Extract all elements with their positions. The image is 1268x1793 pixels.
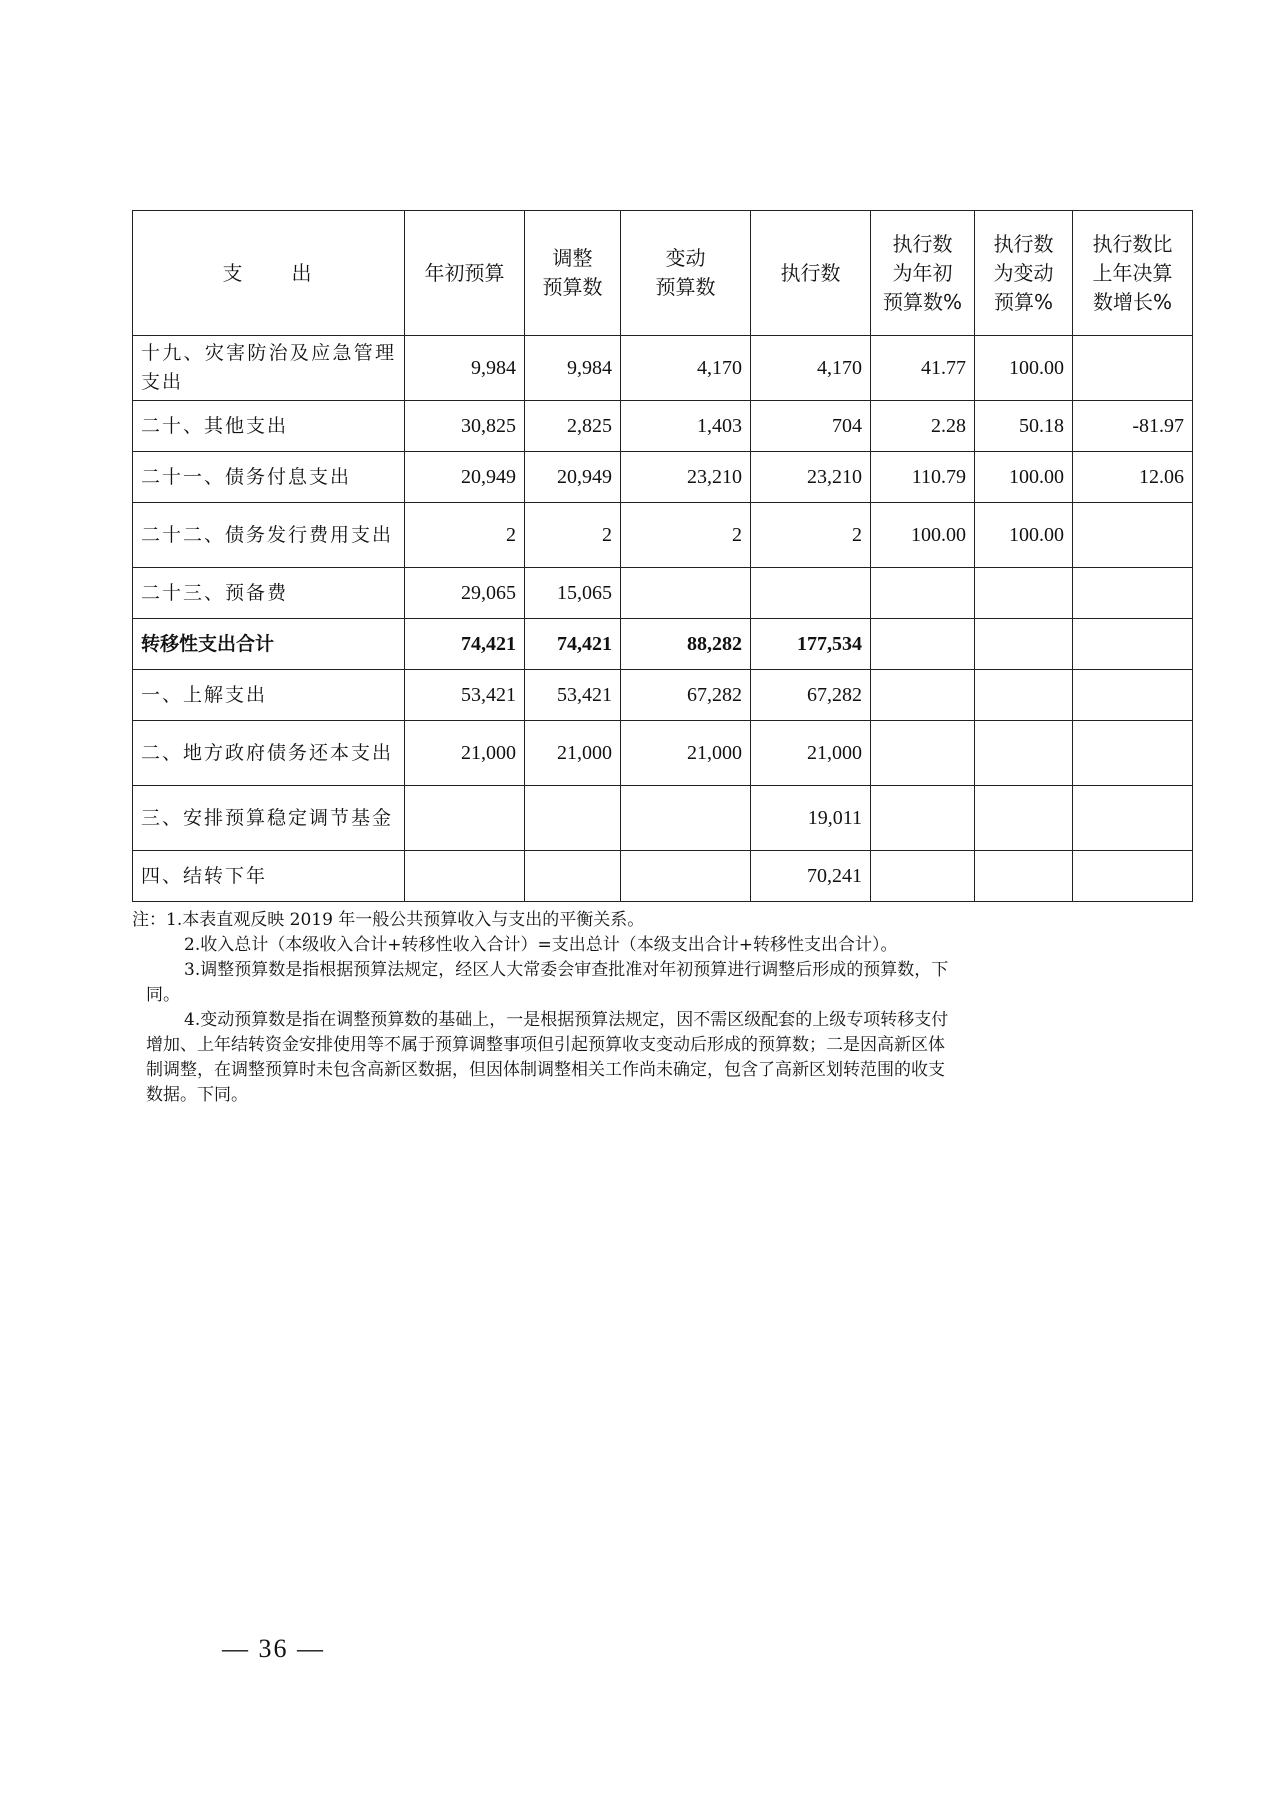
cell-pct-changed: 100.00 — [975, 452, 1073, 503]
header-adjusted-budget — [525, 211, 621, 336]
header-exec-vs-initial-line-1: 执行数 — [892, 231, 953, 256]
cell-initial — [405, 786, 525, 851]
cell-initial: 30,825 — [405, 401, 525, 452]
cell-initial: 21,000 — [405, 721, 525, 786]
header-initial-budget: 年初预算 — [405, 211, 525, 336]
cell-pct-initial — [871, 670, 975, 721]
header-adjusted-line-2: 预算数 — [542, 275, 603, 299]
header-exec-growth-line-3: 数增长% — [1092, 289, 1172, 314]
cell-initial: 2 — [405, 503, 525, 568]
header-exec-vs-initial-line-2: 为年初 — [892, 260, 953, 285]
header-changed-line-2: 预算数 — [655, 275, 716, 299]
cell-growth — [1073, 336, 1193, 401]
cell-growth — [1073, 503, 1193, 568]
cell-changed: 67,282 — [621, 670, 751, 721]
table-notes — [132, 908, 1194, 1108]
cell-changed: 21,000 — [621, 721, 751, 786]
cell-pct-changed — [975, 851, 1073, 902]
note-4-line-1: 4.变动预算数是指在调整预算数的基础上，一是根据预算法规定，因不需区级配套的上级专项转移支付 — [184, 1010, 949, 1030]
cell-executed: 19,011 — [751, 786, 871, 851]
cell-growth — [1073, 568, 1193, 619]
cell-changed — [621, 568, 751, 619]
cell-executed: 4,170 — [751, 336, 871, 401]
header-adjusted-line-1: 调整 — [552, 246, 593, 270]
header-exec-vs-changed-line-1: 执行数 — [993, 231, 1054, 256]
cell-item: 一、上解支出 — [133, 670, 405, 721]
table-row-subtotal — [133, 619, 1193, 670]
budget-table — [132, 210, 1193, 902]
cell-changed: 1,403 — [621, 401, 751, 452]
cell-pct-initial: 100.00 — [871, 503, 975, 568]
table-row — [133, 568, 1193, 619]
cell-executed: 21,000 — [751, 721, 871, 786]
cell-initial: 53,421 — [405, 670, 525, 721]
cell-changed: 2 — [621, 503, 751, 568]
cell-pct-changed — [975, 568, 1073, 619]
note-4-line-4: 数据。下同。 — [146, 1085, 248, 1105]
cell-changed: 88,282 — [621, 619, 751, 670]
header-exec-vs-initial — [871, 211, 975, 336]
cell-pct-changed: 100.00 — [975, 336, 1073, 401]
cell-changed: 4,170 — [621, 336, 751, 401]
note-4-line-2: 增加、上年结转资金安排使用等不属于预算调整事项但引起预算收支变动后形成的预算数；二是因高新区体 — [146, 1035, 945, 1055]
cell-item: 二、地方政府债务还本支出 — [133, 721, 405, 786]
cell-pct-initial — [871, 851, 975, 902]
cell-item: 二十、其他支出 — [133, 401, 405, 452]
cell-changed — [621, 786, 751, 851]
cell-pct-changed: 50.18 — [975, 401, 1073, 452]
cell-item: 四、结转下年 — [133, 851, 405, 902]
cell-pct-initial — [871, 721, 975, 786]
cell-growth — [1073, 670, 1193, 721]
cell-executed: 70,241 — [751, 851, 871, 902]
header-executed: 执行数 — [751, 211, 871, 336]
note-4-line-3: 制调整，在调整预算时未包含高新区数据，但因体制调整相关工作尚未确定，包含了高新区划转范围的收支 — [146, 1060, 945, 1080]
cell-adjusted — [525, 851, 621, 902]
cell-initial: 20,949 — [405, 452, 525, 503]
table-row — [133, 786, 1193, 851]
cell-executed: 2 — [751, 503, 871, 568]
note-2: 2.收入总计（本级收入合计+转移性收入合计）=支出总计（本级支出合计+转移性支出合计）。 — [184, 935, 898, 955]
note-3-line-1: 3.调整预算数是指根据预算法规定，经区人大常委会审查批准对年初预算进行调整后形成的预算数，下 — [184, 960, 949, 980]
cell-item: 二十三、预备费 — [133, 568, 405, 619]
cell-adjusted: 9,984 — [525, 336, 621, 401]
cell-initial — [405, 851, 525, 902]
cell-growth — [1073, 851, 1193, 902]
cell-pct-initial — [871, 619, 975, 670]
cell-item: 二十二、债务发行费用支出 — [133, 503, 405, 568]
header-exec-growth-line-1: 执行数比 — [1092, 231, 1173, 256]
cell-adjusted: 74,421 — [525, 619, 621, 670]
header-exec-vs-changed-line-3: 预算% — [993, 289, 1053, 314]
cell-growth: 12.06 — [1073, 452, 1193, 503]
cell-pct-changed: 100.00 — [975, 503, 1073, 568]
cell-pct-initial: 2.28 — [871, 401, 975, 452]
note-1-text: 1.本表直观反映 2019 年一般公共预算收入与支出的平衡关系。 — [166, 910, 645, 930]
cell-adjusted: 21,000 — [525, 721, 621, 786]
cell-adjusted: 20,949 — [525, 452, 621, 503]
cell-growth — [1073, 786, 1193, 851]
cell-adjusted: 2 — [525, 503, 621, 568]
header-row — [133, 211, 1193, 336]
cell-item: 转移性支出合计 — [133, 619, 405, 670]
table-row — [133, 851, 1193, 902]
cell-adjusted: 2,825 — [525, 401, 621, 452]
header-exec-growth-line-2: 上年决算 — [1092, 260, 1173, 285]
cell-initial: 9,984 — [405, 336, 525, 401]
cell-pct-initial — [871, 568, 975, 619]
cell-executed: 177,534 — [751, 619, 871, 670]
table-row — [133, 670, 1193, 721]
note-1 — [132, 908, 1194, 933]
cell-changed: 23,210 — [621, 452, 751, 503]
cell-item: 十九、灾害防治及应急管理支出 — [133, 336, 405, 401]
header-exec-vs-changed-line-2: 为变动 — [993, 260, 1054, 285]
table-row — [133, 401, 1193, 452]
cell-growth — [1073, 619, 1193, 670]
header-item: 支 出 — [133, 211, 405, 336]
table-row — [133, 721, 1193, 786]
cell-growth — [1073, 721, 1193, 786]
header-exec-vs-initial-line-3: 预算数% — [882, 289, 962, 314]
page-number: — 36 — — [222, 1634, 325, 1663]
cell-pct-initial: 41.77 — [871, 336, 975, 401]
header-changed-line-1: 变动 — [665, 246, 706, 270]
cell-growth: -81.97 — [1073, 401, 1193, 452]
cell-initial: 74,421 — [405, 619, 525, 670]
note-prefix: 注： — [132, 910, 166, 930]
cell-adjusted: 53,421 — [525, 670, 621, 721]
cell-pct-initial: 110.79 — [871, 452, 975, 503]
cell-pct-initial — [871, 786, 975, 851]
cell-pct-changed — [975, 670, 1073, 721]
table-row — [133, 503, 1193, 568]
cell-pct-changed — [975, 721, 1073, 786]
cell-adjusted — [525, 786, 621, 851]
cell-executed: 704 — [751, 401, 871, 452]
header-exec-growth — [1073, 211, 1193, 336]
header-changed-budget — [621, 211, 751, 336]
header-exec-vs-changed — [975, 211, 1073, 336]
cell-pct-changed — [975, 786, 1073, 851]
cell-pct-changed — [975, 619, 1073, 670]
table-row — [133, 336, 1193, 401]
cell-executed: 23,210 — [751, 452, 871, 503]
cell-changed — [621, 851, 751, 902]
cell-initial: 29,065 — [405, 568, 525, 619]
table-row — [133, 452, 1193, 503]
cell-adjusted: 15,065 — [525, 568, 621, 619]
cell-executed: 67,282 — [751, 670, 871, 721]
note-3-line-2: 同。 — [146, 985, 180, 1005]
cell-item: 二十一、债务付息支出 — [133, 452, 405, 503]
cell-executed — [751, 568, 871, 619]
cell-item: 三、安排预算稳定调节基金 — [133, 786, 405, 851]
